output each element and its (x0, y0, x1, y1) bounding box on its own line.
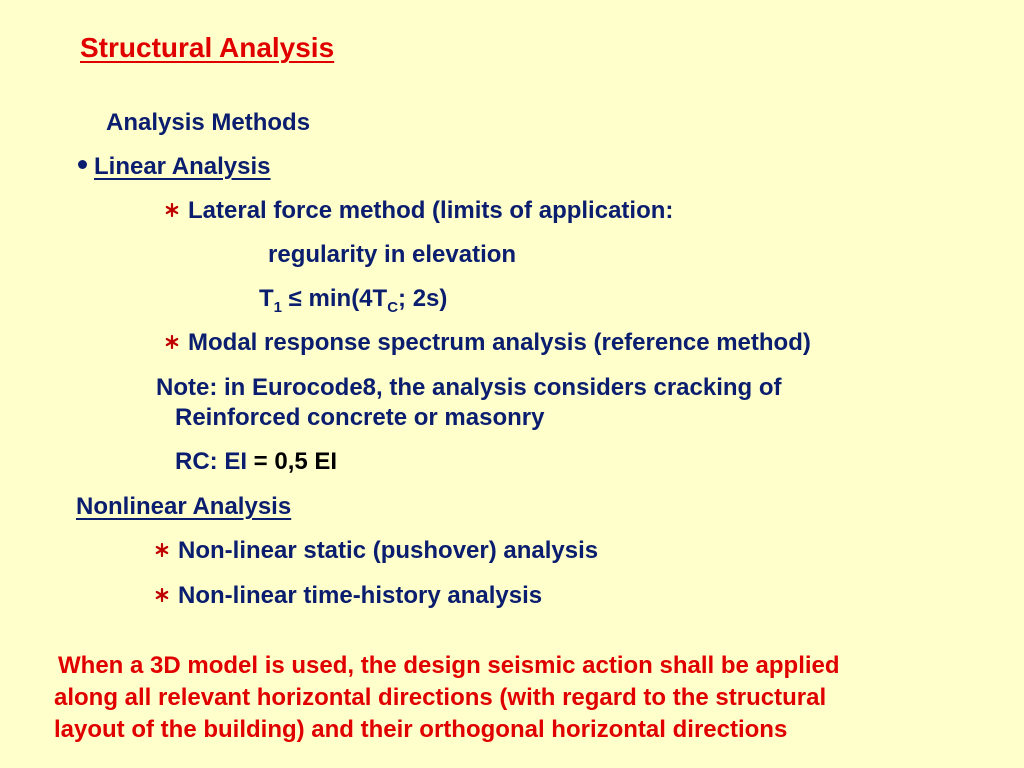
rc-stiffness-value: = 0,5 EI (247, 448, 338, 475)
time-history-text: Non-linear time-history analysis (178, 582, 543, 609)
subtitle: Analysis Methods (106, 109, 311, 136)
linear-analysis-heading: Linear Analysis (94, 153, 271, 180)
nonlinear-analysis-heading: Nonlinear Analysis (76, 493, 292, 520)
seismic-note-line: When a 3D model is used, the design seismic action shall be applied (58, 652, 840, 679)
corner-period-subscript: C (387, 298, 399, 316)
modal-response-text: Modal response spectrum analysis (reference method) (188, 329, 811, 356)
asterisk-bullet-icon (155, 588, 169, 602)
lateral-force-text: Lateral force method (limits of application: (188, 197, 674, 224)
period-formula-end: ; 2s) (398, 285, 448, 312)
period-subscript: 1 (273, 298, 283, 316)
rc-stiffness (175, 450, 337, 474)
note-line-2: Reinforced concrete or masonry (175, 404, 545, 431)
pushover-text: Non-linear static (pushover) analysis (178, 537, 599, 564)
asterisk-bullet-icon (165, 335, 179, 349)
regularity-limit: regularity in elevation (268, 241, 517, 268)
nonlinear-heading-row (76, 495, 291, 519)
period-limit (259, 285, 448, 316)
time-history-item (155, 584, 542, 608)
seismic-note-line: along all relevant horizontal directions (with regard to the structural (54, 684, 827, 711)
modal-response-item (165, 331, 811, 355)
period-formula: ≤ min(4T (282, 285, 388, 312)
asterisk-bullet-icon (165, 203, 179, 217)
asterisk-bullet-icon (155, 543, 169, 557)
seismic-action-note (54, 650, 994, 746)
pushover-item (155, 539, 598, 563)
slide-title: Structural Analysis (80, 32, 335, 63)
lateral-force-item (165, 199, 673, 223)
note-line-1: Note: in Eurocode8, the analysis considers cracking of (156, 374, 782, 401)
rc-stiffness-prefix: RC: EI (175, 448, 247, 475)
linear-heading-row (78, 155, 271, 179)
dot-bullet-icon (78, 160, 87, 169)
seismic-note-line: layout of the building) and their orthogonal horizontal directions (54, 716, 788, 743)
period-symbol: T (259, 285, 274, 312)
